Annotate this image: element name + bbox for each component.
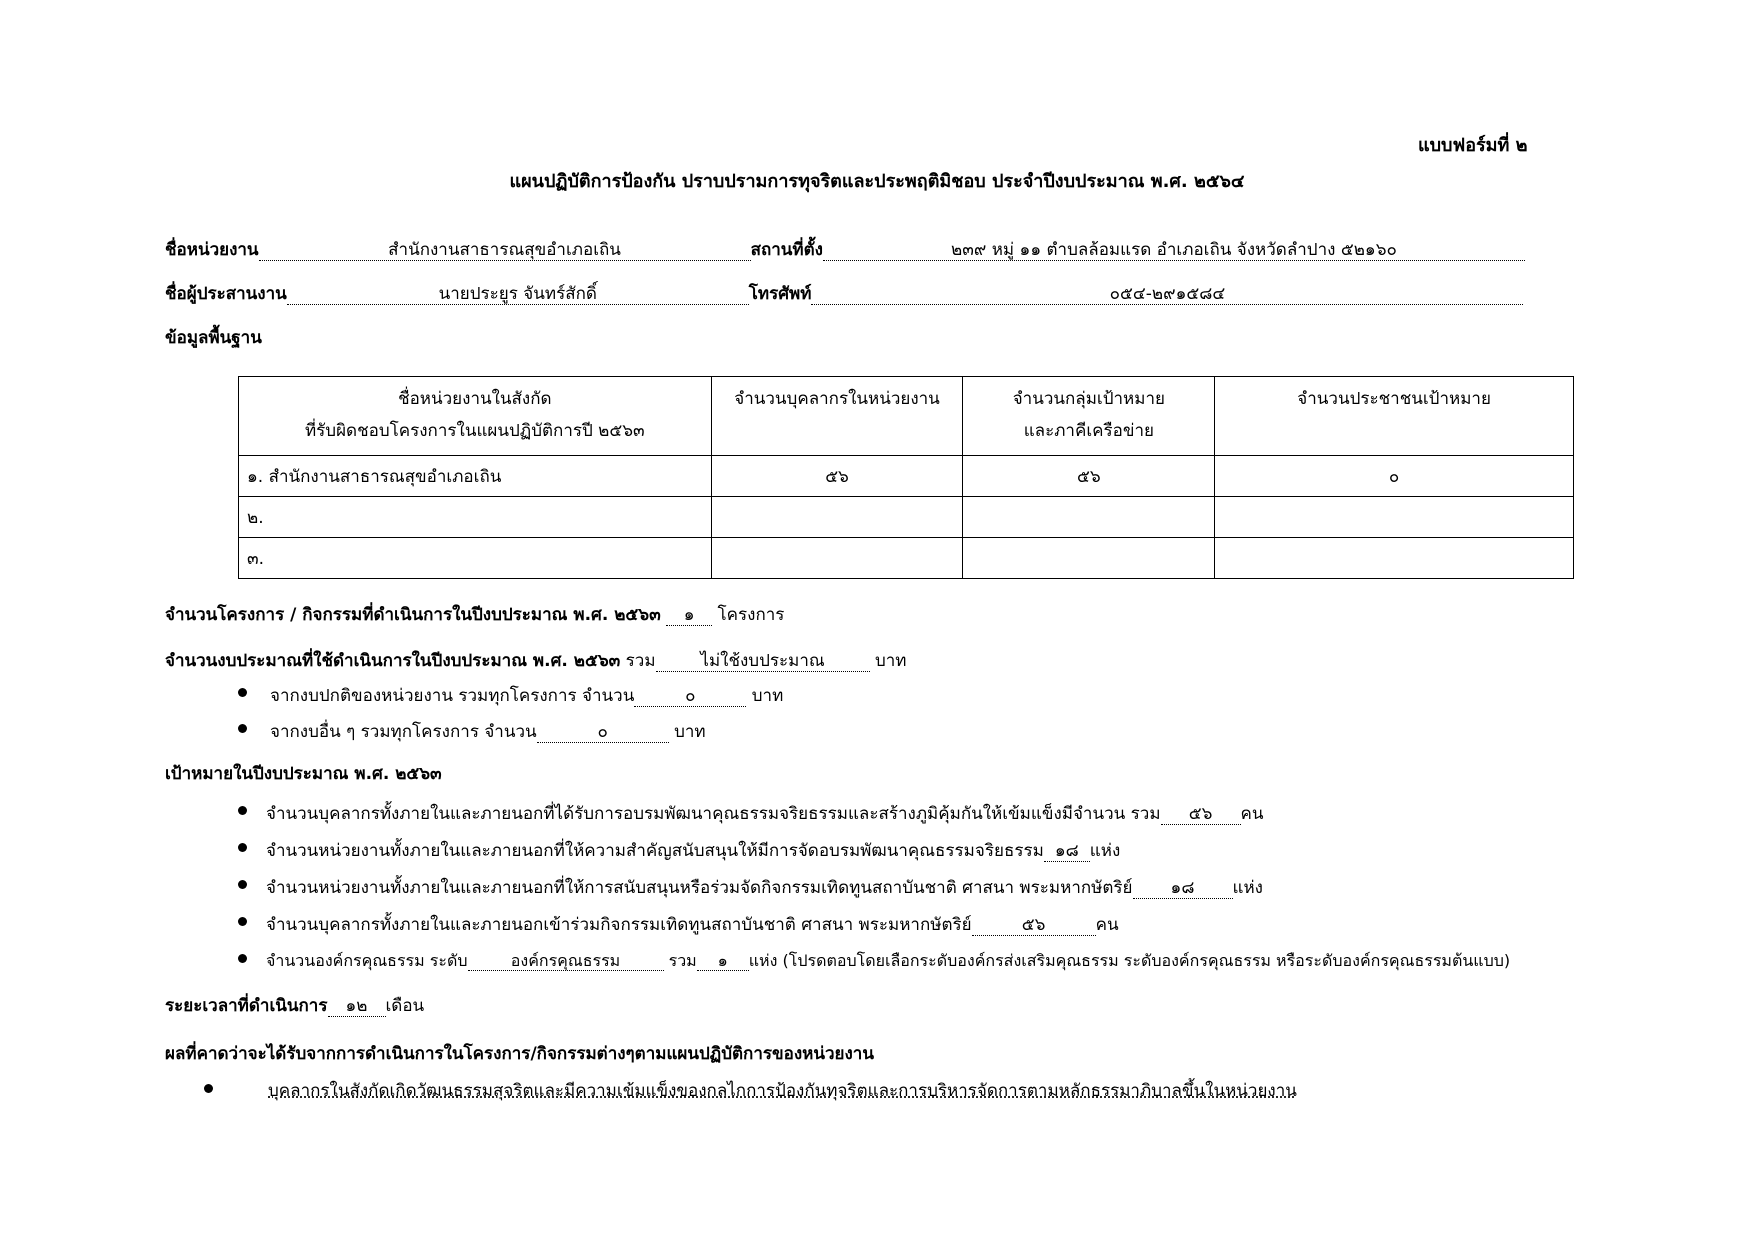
budget-item-label: จากงบปกติของหน่วยงาน รวมทุกโครงการ จำนวน (270, 686, 635, 706)
target-item-label: จำนวนบุคลากรทั้งภายในและภายนอกที่ได้รับการอบรมพัฒนาคุณธรรมจริยธรรมและสร้างภูมิคุ้มกันให้เข้มแข็งมีจำนวน รวม (266, 804, 1161, 824)
agency-row (165, 236, 1525, 263)
agency-value: สำนักงานสาธารณสุขอำเภอเถิน (259, 240, 751, 261)
target-item-value: ๑๘ (1133, 878, 1233, 899)
budget-item-unit: บาท (674, 722, 706, 742)
basic-info-table (238, 376, 1574, 579)
col-header-target-line1: จำนวนกลุ่มเป้าหมาย (1012, 389, 1165, 409)
target-item-label: จำนวนหน่วยงานทั้งภายในและภายนอกที่ให้การสนับสนุนหรือร่วมจัดกิจกรรมเทิดทูนสถาบันชาติ ศาสนา พระมหากษัตริย์ (266, 878, 1133, 898)
coordinator-value: นายประยูร จันทร์สักดิ์ (287, 284, 749, 305)
org-unit: แห่ง (โปรดตอบโดยเลือกระดับองค์กรส่งเสริมคุณธรรม ระดับองค์กรคุณธรรม หรือระดับองค์กรคุณธรรมต้นแบบ) (748, 951, 1511, 970)
coordinator-label: ชื่อผู้ประสานงาน (165, 284, 287, 304)
target-item (266, 911, 1119, 938)
bullet-icon (238, 917, 247, 926)
bullet-icon (238, 843, 247, 852)
target-item (266, 800, 1264, 827)
duration-unit: เดือน (385, 996, 425, 1016)
agency-label: ชื่อหน่วยงาน (165, 240, 259, 260)
budget-value: ไม่ใช้งบประมาณ (656, 651, 870, 672)
table-row (239, 497, 1574, 538)
targets-heading: เป้าหมายในปีงบประมาณ พ.ศ. ๒๕๖๓ (165, 764, 442, 784)
org-sum-label: รวม (668, 951, 697, 970)
target-item-unit: แห่ง (1232, 878, 1263, 898)
form-number: แบบฟอร์มที่ ๒ (1418, 135, 1528, 156)
bullet-icon (238, 724, 247, 733)
phone-label: โทรศัพท์ (748, 284, 812, 304)
budget-item-value: ๐ (537, 722, 669, 743)
table-cell (963, 497, 1215, 538)
table-cell: ๕๖ (711, 456, 963, 497)
budget-item (270, 682, 783, 709)
target-item-label: จำนวนหน่วยงานทั้งภายในและภายนอกที่ให้ความสำคัญสนับสนุนให้มีการจัดอบรมพัฒนาคุณธรรมจริยธรรม (266, 841, 1044, 861)
col-header-staff (711, 377, 963, 456)
bullet-icon (238, 688, 247, 697)
col-header-citizens (1215, 377, 1574, 456)
budget-item-label: จากงบอื่น ๆ รวมทุกโครงการ จำนวน (270, 722, 537, 742)
table-cell: ๒. (239, 497, 712, 538)
col-header-agency (239, 377, 712, 456)
table-cell (1215, 538, 1574, 579)
table-cell (711, 538, 963, 579)
budget-row (165, 647, 906, 674)
target-item (266, 874, 1263, 901)
budget-item-unit: บาท (751, 686, 784, 706)
coordinator-row (165, 280, 1523, 307)
org-count-value: ๑ (697, 951, 749, 971)
target-item-value: ๑๘ (1044, 841, 1090, 862)
table-row (239, 538, 1574, 579)
org-level-value: องค์กรคุณธรรม (468, 951, 664, 971)
expected-heading: ผลที่คาดว่าจะได้รับจากการดำเนินการในโครงการ/กิจกรรมต่างๆตามแผนปฏิบัติการของหน่วยงาน (165, 1044, 874, 1064)
table-cell (1215, 497, 1574, 538)
col-header-agency-line2: ที่รับผิดชอบโครงการในแผนปฏิบัติการปี ๒๕๖๓ (304, 421, 645, 441)
table-cell: ๑. สำนักงานสาธารณสุขอำเภอเถิน (239, 456, 712, 497)
location-value: ๒๓๙ หมู่ ๑๑ ตำบลล้อมแรด อำเภอเถิน จังหวัดลำปาง ๕๒๑๖๐ (823, 240, 1525, 261)
table-cell (963, 538, 1215, 579)
bullet-icon (238, 806, 247, 815)
col-header-target-group (963, 377, 1215, 456)
target-item-label: จำนวนบุคลากรทั้งภายในและภายนอกเข้าร่วมกิจกรรมเทิดทูนสถาบันชาติ ศาสนา พระมหากษัตริย์ (266, 915, 972, 935)
duration-label: ระยะเวลาที่ดำเนินการ (165, 996, 328, 1016)
target-item-value: ๕๖ (1161, 804, 1241, 825)
col-header-citizens-line1: จำนวนประชาชนเป้าหมาย (1297, 389, 1491, 409)
projects-value: ๑ (666, 605, 712, 626)
table-cell (711, 497, 963, 538)
location-label: สถานที่ตั้ง (750, 240, 823, 260)
org-level-label: จำนวนองค์กรคุณธรรม ระดับ (266, 951, 468, 970)
table-cell: ๕๖ (963, 456, 1215, 497)
target-item-unit: คน (1095, 915, 1119, 935)
org-level-item (266, 949, 1510, 974)
projects-unit: โครงการ (717, 605, 785, 625)
col-header-target-line2: และภาคีเครือข่าย (1023, 421, 1154, 441)
bullet-icon (238, 880, 247, 889)
projects-label: จำนวนโครงการ / กิจกรรมที่ดำเนินการในปีงบประมาณ พ.ศ. ๒๕๖๓ (165, 605, 661, 625)
page-title: แผนปฏิบัติการป้องกัน ปราบปรามการทุจริตและประพฤติมิชอบ ประจำปีงบประมาณ พ.ศ. ๒๕๖๔ (509, 171, 1245, 192)
budget-unit: บาท (874, 651, 907, 671)
projects-row (165, 601, 784, 628)
duration-row (165, 992, 424, 1019)
target-item-value: ๕๖ (972, 915, 1096, 936)
table-header-row (239, 377, 1574, 456)
target-item-unit: คน (1240, 804, 1264, 824)
target-item-unit: แห่ง (1089, 841, 1121, 861)
budget-sum-label: รวม (625, 651, 656, 671)
col-header-staff-line1: จำนวนบุคลากรในหน่วยงาน (734, 389, 940, 409)
budget-item-value: ๐ (634, 686, 746, 707)
target-item (266, 837, 1120, 864)
bullet-icon (238, 954, 247, 963)
budget-item (270, 718, 706, 745)
duration-value: ๑๒ (328, 996, 386, 1017)
basic-info-heading: ข้อมูลพื้นฐาน (165, 328, 262, 348)
table-cell: ๐ (1215, 456, 1574, 497)
table-row (239, 456, 1574, 497)
bullet-icon (204, 1084, 213, 1093)
budget-label: จำนวนงบประมาณที่ใช้ดำเนินการในปีงบประมาณ พ.ศ. ๒๕๖๓ (165, 651, 621, 671)
col-header-agency-line1: ชื่อหน่วยงานในสังกัด (398, 389, 552, 409)
table-cell: ๓. (239, 538, 712, 579)
phone-value: ๐๕๔-๒๙๑๕๘๔ (811, 284, 1523, 305)
expected-item: บุคลากรในสังกัดเกิดวัฒนธรรมสุจริตและมีความเข้มแข็งของกลไกการป้องกันทุจริตและการบริหารจัดการตามหลักธรรมาภิบาลขึ้นในหน่วยงาน (268, 1081, 1297, 1101)
